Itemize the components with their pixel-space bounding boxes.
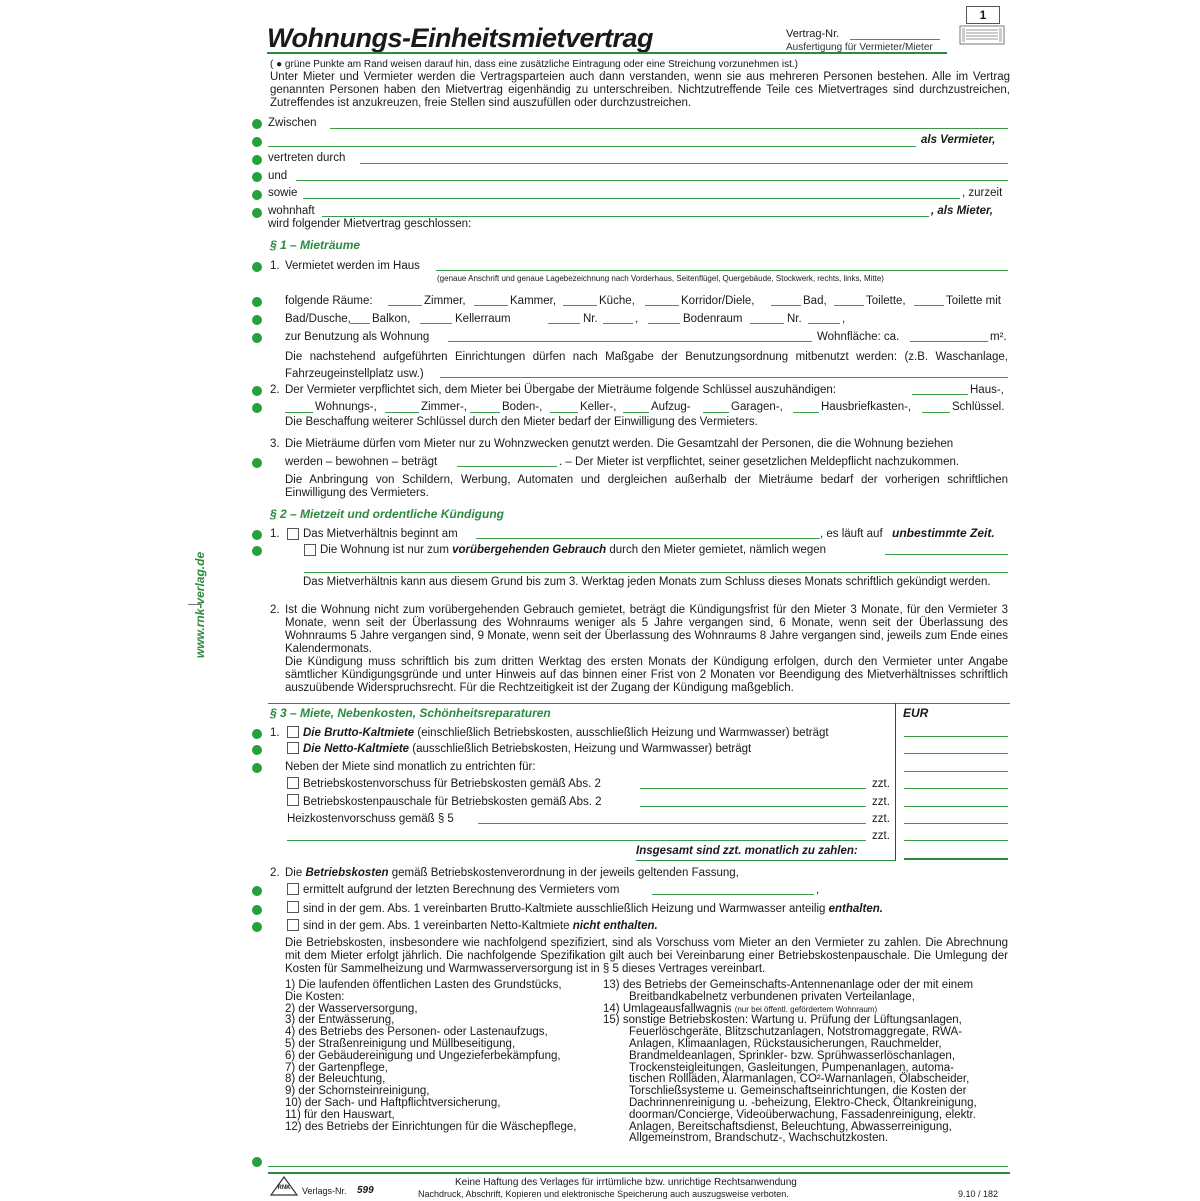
toilette-label: Toilette, — [866, 295, 906, 307]
haus-key-label: Haus-, — [970, 384, 1004, 396]
list-item: Trockensteigleitungen, Gasleitungen, Pumpenanlagen, automa- — [629, 1061, 954, 1074]
page-number-box — [966, 6, 1000, 24]
marker-dot — [252, 905, 262, 915]
toilette-mit-count-field[interactable] — [914, 305, 944, 306]
list-item: Allgemeinstrom, Brandschutz-, Wachschutzkosten. — [629, 1132, 889, 1145]
kellerraum-label: Kellerraum — [455, 313, 511, 325]
zwischen-label: Zwischen — [268, 117, 317, 129]
opt1-label: ermittelt aufgrund der letzten Berechnung des Vermieters vom — [303, 884, 620, 896]
fold-mark — [188, 604, 202, 605]
als-vermieter-label: als Vermieter, — [921, 134, 996, 146]
s1-p3-num: 3. — [270, 438, 280, 450]
voruebergehend-grund-field-2[interactable] — [304, 572, 1008, 573]
section-1-heading: § 1 – Mieträume — [270, 238, 361, 252]
marker-dot — [252, 172, 262, 182]
list-item: doorman/Concierge, Videoüberwachung, Fassadenreinigung, elektr. — [629, 1108, 976, 1121]
list-item: 2) der Wasserversorgung, — [285, 1002, 418, 1015]
wohnhaft-label: wohnhaft — [268, 205, 315, 217]
heiz-field[interactable] — [478, 823, 866, 824]
list-item: 12) des Betriebs der Einrichtungen für die Wäschepflege, — [285, 1120, 577, 1133]
brutto-post: (einschließlich Betriebskosten, ausschließlich Heizung und Warmwasser) beträgt — [417, 727, 829, 739]
enthalten-checkbox[interactable] — [287, 901, 299, 913]
opt3-emphasis: nicht enthalten. — [572, 920, 658, 932]
balkon-count-field[interactable] — [350, 323, 370, 324]
marker-dot — [252, 137, 262, 147]
vorschuss-label: Betriebskostenvorschuss für Betriebskosten gemäß Abs. 2 — [303, 778, 601, 790]
copy-label: Ausfertigung für Vermieter/Mieter — [786, 42, 933, 53]
betriebskosten-line — [285, 867, 739, 880]
pauschale-amount-field[interactable] — [904, 806, 1008, 807]
extra-amount-field[interactable] — [904, 840, 1008, 841]
rooms-label: folgende Räume: — [285, 295, 373, 307]
publisher-logo-text: RNK — [277, 1185, 291, 1191]
intro-text: Unter Mieter und Vermieter werden die Vertragsparteien auch dann verstanden, wenn sie aus mehreren Personen bestehen. Alle im Vertrag genannten Personen haben den Mietvertrag eigenhändig zu unterschreiben. Nichtzutreffende Teile ces Mietvertrages sind durchzustreichen, Zutreffendes ist anzukreuzen, freie Stellen sind auszufüllen oder durchzustreichen. — [270, 71, 1010, 109]
schluessel-key-field[interactable] — [922, 412, 950, 413]
und-label: und — [268, 170, 288, 182]
wohnungs-key-field[interactable] — [285, 412, 313, 413]
unbestimmt-checkbox[interactable] — [287, 528, 299, 540]
balkon-label: Balkon, — [372, 313, 411, 325]
aufzug-key-label: Aufzug- — [651, 401, 691, 413]
list-item: Brandmeldeanlagen, Sprinkler- bzw. Sprühwasserlöschanlagen, — [629, 1049, 956, 1062]
toilette-mit-label: Toilette mit — [946, 295, 1001, 307]
marker-dot — [252, 262, 262, 272]
vertreten-label: vertreten durch — [268, 152, 346, 164]
haftung-text: Keine Haftung des Verlages für irrtümliche bzw. unrichtige Rechtsanwendung — [455, 1177, 797, 1188]
heiz-amount-field[interactable] — [904, 823, 1008, 824]
verlag-nr: 599 — [357, 1185, 374, 1196]
keller-key-label: Keller-, — [580, 401, 617, 413]
heiz-label: Heizkostenvorschuss gemäß § 5 — [287, 813, 454, 825]
bk-text: Die Betriebskosten, insbesondere wie nachfolgend spezifiziert, sind als Vorschuss vom Mieter an den Vermieter zu zahlen. Die Abrechnung mit dem Mieter erfolgt jährlich. Die nachfolgende Spezifikation gilt auch bei Vereinbarung einer Betriebskostenpauschale. Die Umlegung der Kosten für Sammelheizung und Warmwasserversorgung ist in § 5 dieses Vertrages vereinbart. — [285, 937, 1008, 975]
s1-p3-schilder: Die Anbringung von Schildern, Werbung, Automaten und dergleichen außerhalb der Mieträume bedarf der vorherigen schriftlichen Einwilligung des Vermieters. — [285, 474, 1008, 499]
brutto-checkbox[interactable] — [287, 726, 299, 738]
s1-p3-melde: . – Der Mieter ist verpflichtet, seiner gesetzlichen Meldepflicht nachzukommen. — [559, 456, 960, 468]
opt3-line — [303, 920, 658, 933]
marker-dot — [252, 729, 262, 739]
voruebergehend-label: vorübergehenden Gebrauch — [452, 544, 607, 556]
als-mieter-label: , als Mieter, — [931, 205, 994, 217]
neben-amount-field[interactable] — [904, 771, 1008, 772]
marker-dot — [252, 386, 262, 396]
s3-p2-num: 2. — [270, 867, 280, 879]
zimmer-label: Zimmer, — [424, 295, 466, 307]
nachdruck-text: Nachdruck, Abschrift, Kopieren und elektronische Speicherung auch auszugsweise verboten. — [418, 1189, 789, 1199]
beschaffung-text: Die Beschaffung weiterer Schlüssel durch den Mieter bedarf der Einwilligung des Vermieters. — [285, 416, 758, 428]
benutzung-field[interactable] — [448, 341, 812, 342]
marker-dot — [252, 745, 262, 755]
personen-field[interactable] — [457, 466, 557, 467]
netto-amount-field[interactable] — [904, 753, 1008, 754]
bk-list-left — [285, 980, 595, 1133]
list-item: Torschließsysteme u. Gemeinschaftseinrichtungen, die Kosten der — [629, 1085, 967, 1098]
list-item: 15) sonstige Betriebskosten: Wartung u. Prüfung der Lüftungsanlagen, — [603, 1014, 962, 1027]
comma: , — [842, 313, 846, 325]
zimmer-count-field[interactable] — [388, 305, 422, 306]
opt2-emphasis: enthalten. — [828, 903, 883, 915]
nr2-label: Nr. — [787, 313, 802, 325]
footer-rule — [268, 1172, 1010, 1174]
list-item: Dachrinnenreinigung u. -beheizung, Elektro-Check, Öltankreinigung, — [629, 1096, 977, 1109]
bodenraum-pre-nr-field[interactable] — [750, 323, 784, 324]
s1-p2-text: Der Vermieter verpflichtet sich, dem Mieter bei Übergabe der Mieträume folgende Schlüssel auszuhändigen: — [285, 384, 837, 396]
haus-key-field[interactable] — [912, 394, 968, 395]
marker-dot — [252, 155, 262, 165]
additional-field[interactable] — [268, 1166, 1008, 1167]
voruebergehend-grund-field[interactable] — [885, 554, 1008, 555]
publisher-website[interactable]: www.rnk-verlag.de — [193, 551, 207, 659]
marker-dot — [252, 315, 262, 325]
section-2-heading: § 2 – Mietzeit und ordentliche Kündigung — [270, 507, 505, 521]
boden-key-label: Boden-, — [502, 401, 543, 413]
section-3-heading: § 3 – Miete, Nebenkosten, Schönheitsreparaturen — [270, 706, 551, 720]
kammer-label: Kammer, — [510, 295, 557, 307]
publisher-logo — [270, 1176, 298, 1196]
netto-line — [303, 743, 751, 756]
boden-key-field[interactable] — [470, 412, 500, 413]
beginnt-label: Das Mietverhältnis beginnt am — [303, 528, 458, 540]
korridor-count-field[interactable] — [645, 305, 679, 306]
zurzeit-label: , zurzeit — [962, 187, 1003, 199]
s1-p2-num: 2. — [270, 384, 280, 396]
comma: , — [816, 884, 820, 896]
beginn-date-field[interactable] — [476, 538, 820, 539]
bad-label: Bad, — [803, 295, 827, 307]
pauschale-field[interactable] — [640, 806, 866, 807]
s2-p2-num: 2. — [270, 604, 280, 616]
comma: , — [635, 313, 639, 325]
zzt-label: zzt. — [872, 813, 890, 825]
einrichtungen-field[interactable] — [440, 377, 1008, 378]
s1-p1-num: 1. — [270, 260, 280, 272]
ermittelt-checkbox[interactable] — [287, 883, 299, 895]
bodenraum-label: Bodenraum — [683, 313, 743, 325]
marker-dot — [252, 297, 262, 307]
haus-address-field[interactable] — [436, 270, 1008, 271]
nicht-enthalten-checkbox[interactable] — [287, 919, 299, 931]
toilette-count-field[interactable] — [834, 305, 864, 306]
extra-field[interactable] — [287, 840, 866, 841]
wohnungs-key-label: Wohnungs-, — [315, 401, 377, 413]
aufzug-key-field[interactable] — [623, 412, 649, 413]
s1-p1-text: Vermietet werden im Haus — [285, 260, 420, 272]
einrichtungen-text: Die nachstehend aufgeführten Einrichtungen dürfen nach Maßgabe der Benutzungsordnung mitbenutzt werden: (z.B. Waschanlage, Fahrzeugeinstellplatz usw.) — [285, 351, 1008, 380]
nr1-label: Nr. — [583, 313, 598, 325]
zzt-label: zzt. — [872, 830, 890, 842]
s2-p2-text: Ist die Wohnung nicht zum vorübergehenden Gebrauch gemietet, beträgt die Kündigungsfrist für den Mieter 3 Monate, für den Vermieter 3 Monate, wenn seit der Überlassung des Wohnraums weniger als 5 Jahre vergangen sind, 6 Monate, wenn seit der Überlassung des Wohnraums 5 Jahre vergangen sind, 9 Monate, wenn seit der Überlassung des Wohnraums 8 Jahre vergangen sind, jeweils zum Ende eines Kalendermonats. — [285, 604, 1008, 655]
benutzung-label: zur Benutzung als Wohnung — [285, 331, 430, 343]
vertreten-field[interactable] — [360, 163, 1008, 164]
marker-dot — [252, 763, 262, 773]
betriebskosten-pre: Die — [285, 867, 303, 879]
list-item: Feuerlöschgeräte, Blitzschutzanlagen, Notstromaggregate, RWA- — [629, 1026, 963, 1039]
unbestimmt-pre: , es läuft auf — [820, 528, 883, 540]
zimmer-key-label: Zimmer-, — [421, 401, 467, 413]
marker-dot — [252, 333, 262, 343]
list-item: Die Kosten: — [285, 990, 345, 1003]
marker-dot — [252, 530, 262, 540]
netto-post: (ausschließlich Betriebskosten, Heizung und Warmwasser) beträgt — [412, 743, 752, 755]
betriebskosten-label: Betriebskosten — [305, 867, 389, 879]
betriebskosten-post: gemäß Betriebskostenverordnung in der jeweils geltenden Fassung, — [391, 867, 739, 879]
brutto-amount-field[interactable] — [904, 736, 1008, 737]
eur-column-divider — [895, 703, 896, 860]
opt2-label: sind in der gem. Abs. 1 vereinbarten Brutto-Kaltmiete ausschließlich Heizung und Warmwasser anteilig — [303, 903, 826, 915]
list-item: Breitbandkabelnetz verbundenen privaten Verteilanlage, — [629, 990, 915, 1003]
bad-count-field[interactable] — [771, 305, 801, 306]
garagen-key-field[interactable] — [703, 412, 729, 413]
list-item: 10) der Sach- und Haftpflichtversicherung, — [285, 1096, 501, 1109]
s1-p3-werden: werden – bewohnen – beträgt — [285, 456, 438, 468]
list-item: Anlagen, Klimaanlagen, Rückstausicherungen, Rauchmelder, — [629, 1037, 942, 1050]
wohnflaeche-label: Wohnfläche: ca. — [817, 331, 900, 343]
version-code: 9.10 / 182 — [958, 1189, 999, 1199]
zimmer-key-field[interactable] — [385, 412, 419, 413]
vermieter-name-field[interactable] — [330, 128, 1008, 129]
kueche-label: Küche, — [599, 295, 635, 307]
list-item: 8) der Beleuchtung, — [285, 1073, 386, 1086]
brutto-label: Die Brutto-Kaltmiete — [303, 727, 415, 739]
contract-no-label: Vertrag-Nr. — [786, 28, 840, 40]
keller-key-field[interactable] — [550, 412, 578, 413]
kammer-count-field[interactable] — [474, 305, 508, 306]
hausbrief-key-label: Hausbriefkasten-, — [821, 401, 912, 413]
list-item-hint: (nur bei öffentl. gefördertem Wohnraum) — [734, 1004, 878, 1014]
kellerraum-count-field[interactable] — [420, 323, 452, 324]
garagen-key-label: Garagen-, — [731, 401, 783, 413]
wohnflaeche-field[interactable] — [910, 341, 988, 342]
schluessel-key-label: Schlüssel. — [952, 401, 1005, 413]
marker-dot — [252, 119, 262, 129]
marker-dot — [252, 190, 262, 200]
list-item: 5) der Straßenreinigung und Müllbeseitigung, — [285, 1037, 516, 1050]
voruebergehend-line — [320, 544, 826, 557]
list-item: 9) der Schornsteinreinigung, — [285, 1085, 430, 1098]
page-title: Wohnungs-Einheitsmietvertrag — [267, 23, 654, 53]
sowie-label: sowie — [268, 187, 298, 199]
pauschale-label: Betriebskostenpauschale für Betriebskosten gemäß Abs. 2 — [303, 796, 602, 808]
intro-note: ( ● grüne Punkte am Rand weisen darauf hin, dass eine zusätzliche Eintragung oder eine Streichung vorzunehmen ist.) — [270, 59, 799, 70]
vorschuss-checkbox[interactable] — [287, 777, 299, 789]
vorschuss-amount-field[interactable] — [904, 788, 1008, 789]
zzt-label: zzt. — [872, 778, 890, 790]
list-item: 13) des Betriebs der Gemeinschafts-Antennenanlage oder der mit einem — [603, 979, 974, 991]
bodenraum-nr-field[interactable] — [808, 323, 840, 324]
list-item: 6) der Gebäudereinigung und Ungezieferbekämpfung, — [285, 1049, 561, 1062]
list-item: 3) der Entwässerung, — [285, 1014, 395, 1027]
pauschale-checkbox[interactable] — [287, 794, 299, 806]
total-amount-field[interactable] — [904, 858, 1008, 860]
mieter-name-field[interactable] — [296, 180, 1008, 181]
sowie-field[interactable] — [303, 198, 960, 199]
list-item: 4) des Betriebs des Personen- oder Lastenaufzugs, — [285, 1026, 548, 1039]
page-number: 1 — [979, 8, 987, 22]
eur-label: EUR — [903, 706, 929, 720]
voruebergehend-checkbox[interactable] — [304, 544, 316, 556]
total-rule — [636, 860, 896, 861]
haus-address-hint: (genaue Anschrift und genaue Lagebezeichnung nach Vorderhaus, Seitenflügel, Quergebäude, Stockwerk, rechts, links, Mitte) — [437, 274, 884, 283]
list-item: 1) Die laufenden öffentlichen Lasten des Grundstücks, — [285, 979, 562, 991]
s3-p1-num: 1. — [270, 727, 280, 739]
brutto-line — [303, 727, 829, 740]
grund-text: Das Mietverhältnis kann aus diesem Grund bis zum 3. Werktag jeden Monats zum Schluss dieses Monats schriftlich gekündigt werden. — [303, 576, 991, 588]
s2-p2-text2: Die Kündigung muss schriftlich bis zum dritten Werktag des ersten Monats der Kündigung erfolgen, durch den Vermieter unter Angabe sämtlicher Kündigungsgründe und unter Hinweis auf das binnen einer Frist von 2 Monaten vor Beendigung des Mietverhältnisses schriftlich auszuübende Widerspruchsrecht. Für die Rechtzeitigkeit ist der Zugang der Kündigung maßgeblich. — [285, 656, 1008, 694]
kueche-count-field[interactable] — [563, 305, 597, 306]
opt3-label: sind in der gem. Abs. 1 vereinbarten Netto-Kaltmiete — [303, 920, 570, 932]
verlag-label: Verlags-Nr. — [302, 1186, 347, 1196]
bodenraum-count-field[interactable] — [648, 323, 680, 324]
marker-dot — [252, 886, 262, 896]
voruebergehend-post: durch den Mieter gemietet, nämlich wegen — [609, 544, 827, 556]
s2-p1-num: 1. — [270, 528, 280, 540]
marker-dot — [252, 546, 262, 556]
hausbrief-key-field[interactable] — [793, 412, 819, 413]
geschlossen-text: wird folgender Mietvertrag geschlossen: — [268, 218, 472, 230]
zzt-label: zzt. — [872, 796, 890, 808]
list-item-text: 14) Umlageausfallwagnis — [603, 1002, 732, 1015]
list-item: 11) für den Hauswart, — [285, 1108, 395, 1121]
contract-no-field[interactable] — [850, 39, 940, 40]
list-item: tischen Rollläden, Alarmanlagen, CO²-Warnanlagen, Ölabscheider, — [629, 1073, 970, 1086]
s1-p3-text: Die Mieträume dürfen vom Mieter nur zu Wohnzwecken genutzt werden. Die Gesamtzahl der Personen, die die Wohnung beziehen — [285, 438, 954, 450]
korridor-label: Korridor/Diele, — [681, 295, 755, 307]
vorschuss-field[interactable] — [640, 788, 866, 789]
netto-checkbox[interactable] — [287, 742, 299, 754]
section-3-top-rule — [268, 703, 1010, 704]
wohnhaft-field[interactable] — [322, 216, 929, 217]
marker-dot — [252, 208, 262, 218]
insgesamt-label: Insgesamt sind zzt. monatlich zu zahlen: — [636, 845, 858, 857]
vermieter-address-field[interactable] — [268, 146, 916, 147]
voruebergehend-pre: Die Wohnung ist nur zum — [320, 544, 449, 556]
marker-dot — [252, 922, 262, 932]
bk-list-right — [603, 980, 1010, 1145]
netto-label: Die Netto-Kaltmiete — [303, 743, 410, 755]
bad-dusche-label: Bad/Dusche, — [285, 313, 351, 325]
list-item: Anlagen, Bereitschaftsdienst, Beleuchtung, Abwasserreinigung, — [629, 1120, 952, 1133]
document-stack-icon — [958, 24, 1006, 46]
opt2-line — [303, 903, 883, 916]
kellerraum-nr-field[interactable] — [603, 323, 633, 324]
list-item: 7) der Gartenpflege, — [285, 1061, 388, 1074]
m2-label: m². — [990, 331, 1007, 343]
marker-dot — [252, 458, 262, 468]
neben-label: Neben der Miete sind monatlich zu entrichten für: — [285, 761, 536, 773]
unbestimmt-label: unbestimmte Zeit. — [892, 526, 995, 540]
kellerraum-pre-nr-field[interactable] — [548, 323, 580, 324]
marker-dot — [252, 1157, 262, 1167]
berechnung-date-field[interactable] — [652, 894, 814, 895]
marker-dot — [252, 403, 262, 413]
